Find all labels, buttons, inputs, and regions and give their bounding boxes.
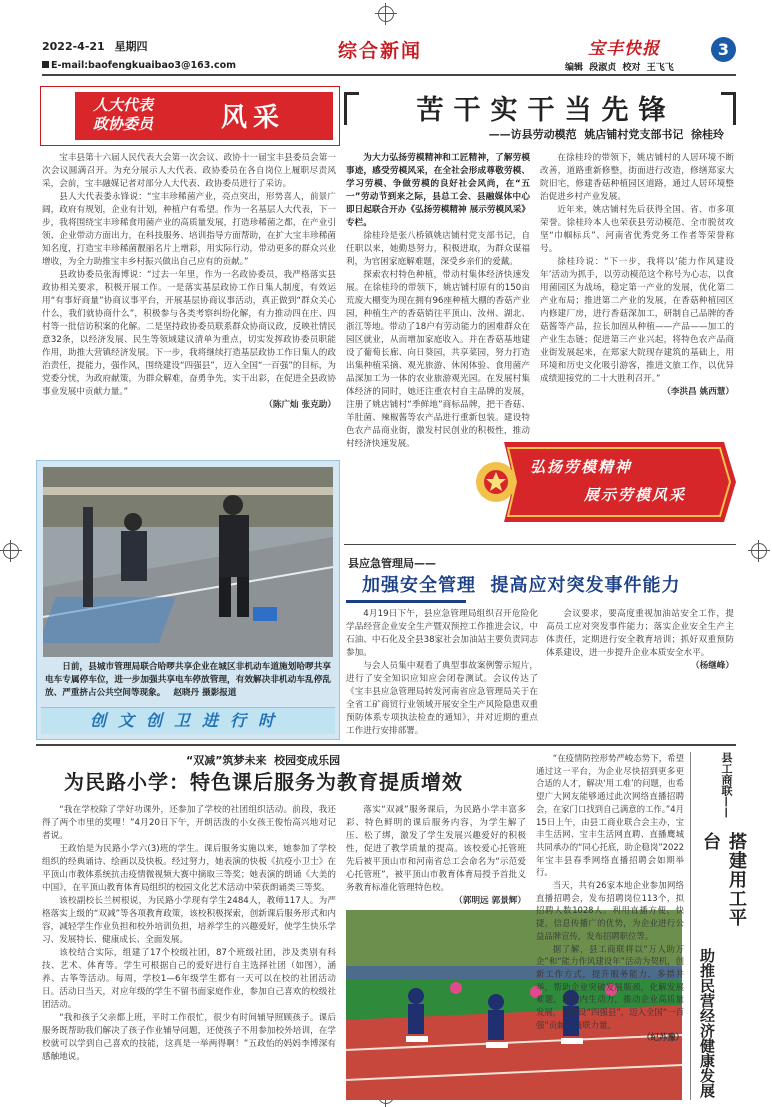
article3-paragraph: 会议要求，要高度重视加油站安全工作，提高员工应对突发事件能力；落实企业安全生产主体责任，定期进行安全教育培训；抓好双重预防体系建设，进一步提升企业本质安全水平。: [546, 609, 734, 658]
article5-headline-line2: 助推民营经济健康发展: [698, 948, 716, 1098]
registration-mark-right: [751, 543, 767, 559]
labor-model-badge: [474, 438, 736, 524]
article4-paragraph: 落实“双减”服务课后，为民路小学丰富多彩、特色鲜明的课后服务内容，为学生解了压、松了绑，激发了学生发展兴趣爱好的积极性，促进了教学质量的提高。该校爱心托管班先后被平顶山市和河南省总工会命名为“示范爱心托管班”，被平顶山市教育体育局授予首批义务教育标准化管理特色校。: [346, 805, 526, 893]
article5-paragraph: “在疫情防控形势严峻态势下，希望通过这一平台，为企业尽快招到更多更合适的人才，解决‘用工难’的问题，也希望广大网友能够通过此次网络直播招聘会，在家门口找到自己满意的工作。”4月15日上午，由县工商业联合会主办，宝丰生活网、宝丰生活网直聘、直播鹰城共同承办的“同心托底，助企稳岗”2022年宝丰县春季网络直播招聘会如期举行。: [536, 753, 684, 878]
article2-paragraph: 近年来，姚店铺村先后获得全国、省、市多项荣誉。徐桂玲本人也荣获县劳动模范、全市脱贫攻坚“巾帼标兵”、河南省优秀党务工作者等荣誉称号。: [540, 205, 734, 254]
article2-paragraph: 探索农村特色种植，带动村集体经济快速发展。在徐桂玲的带领下，姚店铺村原有的150亩荒废大棚变为现在拥有96座种植大棚的香菇产业园，种植生产的香菇销往平顶山、汝州、湖北、浙江等地。带动了18户有劳动能力的困难群众在园区就业，从而增加家庭收入。并在香菇基地建设了葡萄长廊、向日葵园，共享菜园，努力打造出集种植采摘、观光旅游、休闲体验、食用菌产品深加工为一体的农业旅游观光园。在发展村集体经济的同时，她还注重农村自主品牌的发展，注册了姚店铺村“季鲜地”商标品牌，把干香菇、羊肚菌、辣椒酱等农产品进行重新包装。建设特色农产品商业街，激发村民创业的积极性，推动村经济快速发展。: [346, 270, 530, 449]
article2-byline: （李洪昌 姚西慧）: [662, 387, 734, 397]
article3-headline: 加强安全管理 提高应对突发事件能力: [362, 575, 681, 596]
header-staff: 编辑 段淑贞 校对 王飞飞: [565, 63, 674, 73]
article2-headline-box: [344, 86, 736, 144]
article4-paragraph: 该校结合实际，组建了17个校级社团，87个班级社团，涉及类别有科技、艺术、体育等。学生可根据自己的爱好进行自主选择社团（如图），涵养、古筝等活动。每周，学校1—6年级学生都有一天可以在校的社团活动日。活动日当天，对应年级的学生不留书面家庭作业，参加自己喜欢的校级社团活动。: [42, 948, 336, 1010]
headline-deco-right: [721, 92, 736, 125]
photo1-caption: [45, 661, 331, 700]
article3-col2: [546, 608, 734, 736]
article2-headline: 苦干实干当先锋: [416, 95, 676, 126]
page-number: [711, 37, 736, 62]
article4-paragraph: 王政怡是为民路小学六(3)班的学生。课后服务实施以来，她参加了学校组织的经典诵诗、绘画以及快板。经过努力，她表演的快板《抗疫小卫士》在平顶山市教体系统抗击疫情微视频大赛中摘取三等奖；她表演的朗诵《大美的中国》，在平顶山教育体育局组织的校园文化艺术活动中荣获朗诵类三等奖。: [42, 844, 336, 893]
banner-line1: 人大代表: [93, 96, 154, 114]
article3-col1: [346, 608, 538, 736]
badge-line2: 展示劳模风采: [584, 486, 687, 504]
article3-top-rule: [344, 544, 736, 545]
issue-weekday: 星期四: [114, 40, 148, 53]
article4-paragraph: “我在学校除了学好功课外，还参加了学校的社团组织活动。前段，我还得了两个市里的奖哩！”4月20日下午，开朗活泼的小女孩王俊怡高兴地对记者说。: [42, 805, 336, 841]
photo1-caption-text: 日前，县城市管理局联合哈啰共享企业在城区非机动车道施划哈啰共享电车专属停车位，进一步加强共享电车停放管理，有效解决非机动车乱停乱放、严重挤占公共空间等现象。: [45, 662, 331, 698]
masthead-logo: 宝丰快报: [588, 39, 660, 59]
photo1-frame: [36, 460, 340, 740]
photo1-image: [43, 467, 333, 657]
article5-kicker: 县工商联——: [720, 752, 733, 818]
header-rule: [42, 74, 736, 76]
article2-paragraph: 在徐桂玲的带领下，姚店铺村的人居环境不断改善，道路重新修整，街面进行改造，修缮郑家大院旧宅，修建香菇种植园区道路，通过人居环境整治促进乡村产业发展。: [540, 153, 734, 202]
article3-byline: （杨继峰）: [691, 661, 734, 671]
article1-byline: （陈广灿 张克助）: [264, 400, 336, 410]
article4-col1: [42, 804, 336, 1100]
article5-body: [536, 752, 684, 1102]
article4-paragraph: “我和孩子父亲都上班，平时工作很忙，很少有时间辅导照顾孩子。课后服务既帮助我们解决了孩子作业辅导问题，还使孩子不用参加校外培训，在学校就可以学到自己喜欢的技能，这真是一举两得啊！”五政怡的妈妈李博深有感触地说。: [42, 1013, 336, 1062]
header-email: [42, 60, 236, 71]
photo1-slogan-bar: [41, 707, 335, 734]
article2-col2: [540, 152, 734, 434]
banner-small-title: [93, 96, 153, 134]
headline-deco-left: [344, 92, 359, 125]
middle-section-rule: [36, 744, 736, 746]
article3-kicker: 县应急管理局——: [348, 557, 436, 570]
article4-headline: 为民路小学：特色课后服务为教育提质增效: [64, 770, 463, 794]
article5-byline: （纪苏豫）: [642, 1032, 684, 1043]
article1-paragraph: 县政协委员张海博说：“过去一年里，作为一名政协委员，我严格落实县政协相关要求，积极开展工作。一是落实基层政协工作日集人制度，有效运用“有事好商量”协商议事平台，开展基层协商议事活动，真正做到“群众关心什么，我们就协商什么”，积极参与各类考察纠纷化解，有力推动四在庄、四村等一批信访积案的化解。二是坚持政协委员联系群众协商议政，反映社情民意32条，以经济发展、民生等领域建议清单为重点，切实发挥政协委员职能作用，助推大营镇经济发展。下一步，我将继续打造基层政协工作日集人的政治责任，提能力，强作风，围绕建设“四强县”，迈入全国“一百强”的目标，为党委分忧，为政府献策，为群众解难，奋勇争先，实干出彩，在促进全县政协事业发展中贡献力量。”: [42, 270, 336, 397]
article5-paragraph: 据了解，县工商联将以“万人助万企”和“能力作风建设年”活动为契机，创新工作方式，提升服务能力，多措并举，帮助企业突破发展瓶颈，化解发展难题，激发内生动力，推动企业高质量发展，为建设“四强县”，迈入全国“一百强”贡献工商联力量。: [536, 943, 684, 1030]
article5-paragraph: 当天，共有26家本地企业参加网络直播招聘会，发布招聘岗位113个，拟招聘人数1028人。利用直播方便、快捷，信息传播广的优势，为企业进行公益品牌宣传，发布招聘职位等。: [536, 880, 684, 941]
email-square-icon: [42, 61, 49, 68]
page-number-text: 3: [717, 40, 730, 59]
right-column-divider: [690, 752, 691, 1100]
article1-banner: [40, 86, 340, 146]
article4-byline: （郭明远 郭景辉）: [454, 896, 526, 904]
article4-paragraph: 该校副校长兰树根说，为民路小学现有学生2484人，教师117人。为严格落实上级的“双减”等各项教育政策，该校积极探索，创新课后服务形式和内容，减轻学生作业负担和校外培训负担，培养学生的兴趣爱好，使学生快乐学习、发展特长、健康成长、全面发展。: [42, 896, 336, 945]
article1-paragraph: 县人大代表娄永锋说：“宝丰珍稀菌产业，亮点突出，形势喜人，前景广阔，政府有规划，企业有计划，种植户有希望。作为一名基层人大代表，下一步，我将围绕宝丰珍稀食用菌产业的高质量发展，打造珍稀菌之都，在产业引领、企业带动方面出力，在科技服务、培训指导方面帮助，在扩大宝丰珍稀菌知名度，打造宝丰珍稀菌靓丽名片上增彩，用实际行动，带动更多的群众兴业增收，为全力助推宝丰乡村振兴做出自己应有的贡献。”: [42, 192, 336, 267]
header-date: [42, 38, 148, 54]
street-scene-illustration: [43, 467, 333, 657]
article2-paragraph: 徐桂玲说：“下一步，我将以‘能力作风建设年’活动为抓手，以劳动模范这个称号为心志，以食用菌园区为战场，稳定第一产业的发展，优化第二产业布局；推进第二产业的发展，在香菇种植园区内修建厂房，进行香菇深加工，研制自己品牌的香菇酱等产品，拉长加固从种植——产品——加工的产业生态链；促进第三产业兴起，将特色农产品商业街发展起来，在郑家大院现存建筑的基础上，用环境和历史文化吸引游客，推进文旅工作，以优异成绩迎接党的二十大胜利召开。”: [540, 257, 734, 384]
photo1-credit: 赵晓丹 摄影报道: [173, 688, 237, 698]
badge-ribbon-graphic: [474, 438, 736, 524]
article2-subheadline: ——访县劳动模范 姚店铺村党支部书记 徐桂玲: [488, 128, 724, 141]
article4-col2: [346, 804, 526, 904]
article5-headline-line1: 搭建用工平台: [700, 832, 747, 927]
registration-mark-top: [378, 6, 394, 22]
article3-rule-deco: [346, 600, 466, 603]
email-address: E-mail:baofengkuaibao3@163.com: [51, 60, 237, 71]
photo1-slogan: 创文创卫进行时: [89, 711, 286, 730]
article2-lead: 为大力弘扬劳模精神和工匠精神，了解劳模事迹，感受劳模风采，在全社会形成尊敬劳模、学习劳模、争做劳模的良好社会风尚，在“五一”劳动节到来之际，县总工会、县融媒体中心即日起联合开办《弘扬劳模精神 展示劳模风采》专栏。: [346, 153, 530, 228]
registration-mark-left: [3, 543, 19, 559]
article4-kicker: “双减”筑梦未来 校园变成乐园: [186, 754, 341, 767]
article1-body: [42, 152, 336, 458]
article3-paragraph: 与会人员集中观看了典型事故案例警示短片，进行了安全知识应知应会闭卷测试。会议传达了《宝丰县应急管理局转发河南省应急管理局关于在全省工矿商贸行业领域开展安全生产风险隐患双重预防体系专项执法检查的通知》，并对近期的重点工作进行安排部署。: [346, 661, 538, 736]
article2-paragraph: 徐桂玲是张八桥镇姚店铺村党支部书记，自任职以来，她勤恳努力，积极进取，为群众谋福利，为官困家庭解难题，深受乡亲们的爱戴。: [346, 231, 530, 267]
article3-paragraph: 4月19日下午，县应急管理局组织召开危险化学品经营企业安全生产暨双预控工作推进会议，中石油、中石化及全县38家社会加油站主要负责同志参加。: [346, 609, 538, 658]
banner-line2: 政协委员: [93, 115, 154, 133]
banner-big-title: 风采: [221, 103, 286, 133]
section-title: 综合新闻: [338, 40, 423, 62]
badge-line1: 弘扬劳模精神: [530, 458, 633, 476]
article1-paragraph: 宝丰县第十六届人民代表大会第一次会议、政协十一届宝丰县委员会第一次会议圆满召开。为充分展示人大代表、政协委员在各自岗位上履职尽责风采，会前，宝丰融媒记者对部分人大代表、政协委员进行了采访。: [42, 153, 336, 189]
issue-date: 2022-4-21: [42, 40, 105, 53]
